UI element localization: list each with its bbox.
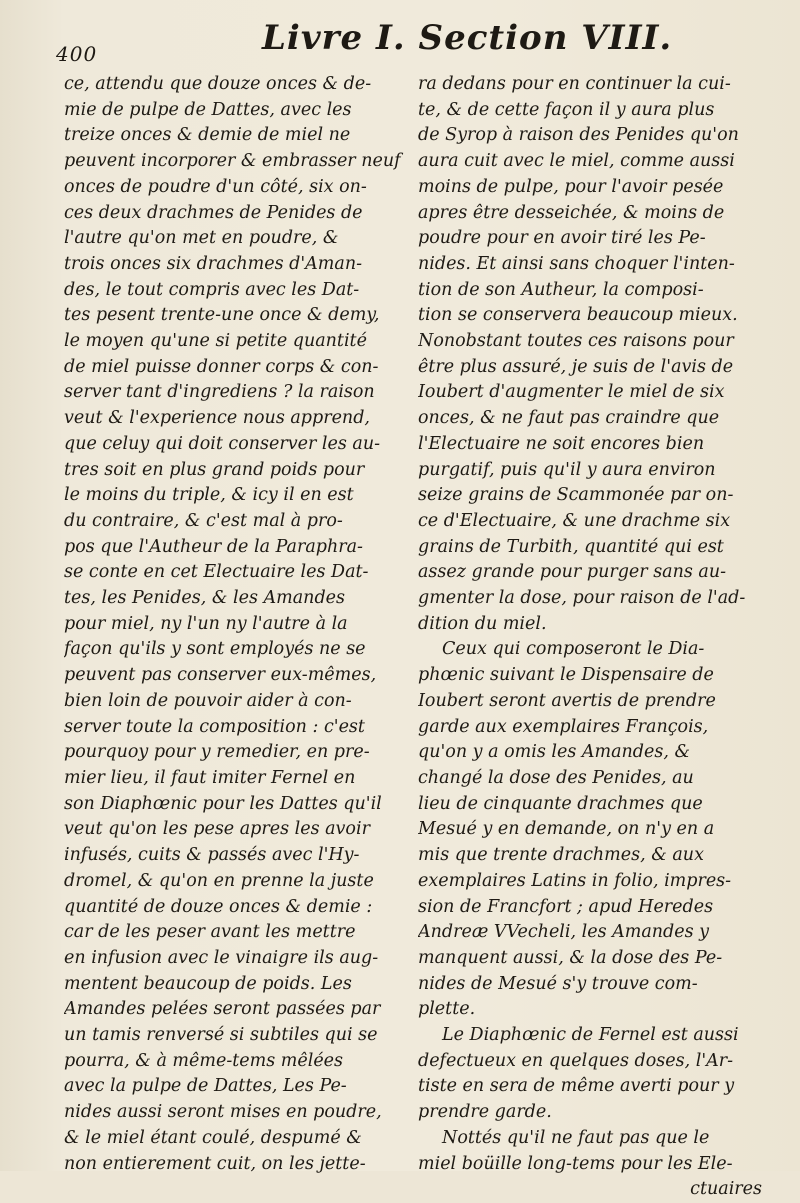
text-line: du contraire, & c'est mal à pro- bbox=[64, 510, 343, 531]
text-line: peuvent incorporer & embrasser neuf bbox=[64, 151, 401, 172]
text-line: Le Diaphœnic de Fernel est aussi bbox=[442, 1025, 739, 1046]
text-line: pos que l'Autheur de la Paraphra- bbox=[64, 536, 363, 557]
text-line: gmenter la dose, pour raison de l'ad- bbox=[418, 588, 746, 609]
text-line: avec la pulpe de Dattes, Les Pe- bbox=[64, 1076, 347, 1097]
text-line: quantité de douze onces & demie : bbox=[64, 896, 373, 917]
text-line: des, le tout compris avec les Dat- bbox=[64, 279, 360, 300]
text-line: ce, attendu que douze onces & de- bbox=[64, 74, 372, 94]
text-line: mie de pulpe de Dattes, avec les bbox=[64, 99, 352, 120]
text-line: Nonobstant toutes ces raisons pour bbox=[418, 331, 734, 352]
text-line: server toute la composition : c'est bbox=[64, 716, 365, 737]
text-line: manquent aussi, & la dose des Pe- bbox=[418, 947, 723, 968]
text-line: tion se conservera beaucoup mieux. bbox=[418, 305, 738, 326]
text-line: poudre pour en avoir tiré les Pe- bbox=[418, 228, 706, 249]
text-line: pourquoy pour y remedier, en pre- bbox=[64, 742, 370, 763]
text-line: le moins du triple, & icy il en est bbox=[64, 485, 354, 506]
text-line: lieu de cinquante drachmes que bbox=[418, 793, 703, 814]
text-line: onces de poudre d'un côté, six on- bbox=[64, 176, 367, 197]
text-line: aura cuit avec le miel, comme aussi bbox=[418, 151, 735, 172]
text-line: l'autre qu'on met en poudre, & bbox=[64, 228, 339, 249]
text-line: nides. Et ainsi sans choquer l'inten- bbox=[418, 253, 735, 274]
text-line: peuvent pas conserver eux-mêmes, bbox=[64, 665, 377, 686]
text-line: qu'on y a omis les Amandes, & bbox=[418, 742, 691, 763]
text-line: grains de Turbith, quantité qui est bbox=[418, 536, 724, 557]
text-line: prendre garde. bbox=[418, 1102, 552, 1123]
text-line: de Syrop à raison des Penides qu'on bbox=[418, 125, 739, 146]
text-line: infusés, cuits & passés avec l'Hy- bbox=[64, 845, 360, 866]
text-line: Nottés qu'il ne faut pas que le bbox=[442, 1127, 710, 1148]
text-line: un tamis renversé si subtiles qui se bbox=[64, 1025, 378, 1046]
text-line: son Diaphœnic pour les Dattes qu'il bbox=[64, 793, 382, 814]
text-line: dition du miel. bbox=[418, 613, 547, 634]
text-line: pour miel, ny l'un ny l'autre à la bbox=[64, 613, 348, 634]
text-line: être plus assuré, je suis de l'avis de bbox=[418, 356, 734, 377]
text-line: mentent beaucoup de poids. Les bbox=[64, 973, 352, 994]
text-line: treize onces & demie de miel ne bbox=[64, 125, 351, 146]
text-line: apres être desseichée, & moins de bbox=[418, 202, 725, 223]
text-line: tion de son Autheur, la composi- bbox=[418, 279, 704, 300]
text-line: veut qu'on les pese apres les avoir bbox=[64, 819, 370, 840]
text-line: te, & de cette façon il y aura plus bbox=[418, 99, 715, 120]
text-line: mis que trente drachmes, & aux bbox=[418, 845, 704, 866]
text-line: Ceux qui composeront le Dia- bbox=[442, 639, 705, 660]
text-line: ces deux drachmes de Penides de bbox=[64, 202, 363, 223]
text-line: seize grains de Scammonée par on- bbox=[418, 485, 734, 506]
text-line: sion de Francfort ; apud Heredes bbox=[418, 896, 714, 917]
text-line: que celuy qui doit conserver les au- bbox=[64, 433, 381, 454]
text-line: veut & l'experience nous apprend, bbox=[64, 408, 370, 429]
text-line: garde aux exemplaires François, bbox=[418, 716, 709, 737]
right-text-column bbox=[418, 72, 766, 1203]
text-line: ra dedans pour en continuer la cui- bbox=[418, 74, 731, 94]
text-line: tres soit en plus grand poids pour bbox=[64, 459, 365, 480]
running-head: Livre I. Section VIII. bbox=[262, 18, 673, 58]
text-line: tes, les Penides, & les Amandes bbox=[64, 588, 345, 609]
text-line: Ioubert seront avertis de prendre bbox=[418, 690, 716, 711]
text-line: phœnic suivant le Dispensaire de bbox=[418, 665, 714, 686]
text-line: changé la dose des Penides, au bbox=[418, 767, 694, 788]
text-line: bien loin de pouvoir aider à con- bbox=[64, 690, 352, 711]
text-line: tes pesent trente-une once & demy, bbox=[64, 305, 380, 326]
text-line: tiste en sera de même averti pour y bbox=[418, 1076, 735, 1097]
text-line: Mesué y en demande, on n'y en a bbox=[418, 819, 715, 840]
text-line: assez grande pour purger sans au- bbox=[418, 562, 727, 583]
text-line: server tant d'ingrediens ? la raison bbox=[64, 382, 375, 403]
text-line: moins de pulpe, pour l'avoir pesée bbox=[418, 176, 724, 197]
page-header bbox=[56, 18, 770, 78]
text-line: en infusion avec le vinaigre ils aug- bbox=[64, 947, 379, 968]
text-line: de miel puisse donner corps & con- bbox=[64, 356, 379, 377]
text-line: l'Electuaire ne soit encores bien bbox=[418, 433, 705, 454]
text-line: non entierement cuit, on les jette- bbox=[64, 1153, 366, 1174]
text-line: exemplaires Latins in folio, impres- bbox=[418, 870, 732, 891]
text-line: onces, & ne faut pas craindre que bbox=[418, 408, 720, 429]
text-line: & le miel étant coulé, despumé & bbox=[64, 1127, 362, 1148]
text-line: mier lieu, il faut imiter Fernel en bbox=[64, 767, 356, 788]
text-line: defectueux en quelques doses, l'Ar- bbox=[418, 1050, 734, 1071]
text-line: miel boüille long-tems pour les Ele- bbox=[418, 1153, 733, 1174]
text-line: Amandes pelées seront passées par bbox=[64, 999, 381, 1020]
text-line: purgatif, puis qu'il y aura environ bbox=[418, 459, 716, 480]
text-line: le moyen qu'une si petite quantité bbox=[64, 331, 367, 352]
text-line: dromel, & qu'on en prenne la juste bbox=[64, 870, 374, 891]
text-line: nides de Mesué s'y trouve com- bbox=[418, 973, 698, 994]
text-line: ctuaires bbox=[690, 1179, 762, 1200]
text-line: nides aussi seront mises en poudre, bbox=[64, 1102, 382, 1123]
text-line: plette. bbox=[418, 999, 476, 1020]
text-line: ce d'Electuaire, & une drachme six bbox=[418, 510, 731, 531]
text-line: façon qu'ils y sont employés ne se bbox=[64, 639, 366, 660]
text-line: pourra, & à même-tems mêlées bbox=[64, 1050, 344, 1071]
left-text-column bbox=[64, 72, 404, 1177]
text-line: Ioubert d'augmenter le miel de six bbox=[418, 382, 725, 403]
text-line: se conte en cet Electuaire les Dat- bbox=[64, 562, 369, 583]
text-line: trois onces six drachmes d'Aman- bbox=[64, 253, 363, 274]
page-number: 400 bbox=[56, 42, 98, 66]
text-line: Andreæ VVecheli, les Amandes y bbox=[418, 922, 710, 943]
text-line: car de les peser avant les mettre bbox=[64, 922, 356, 943]
